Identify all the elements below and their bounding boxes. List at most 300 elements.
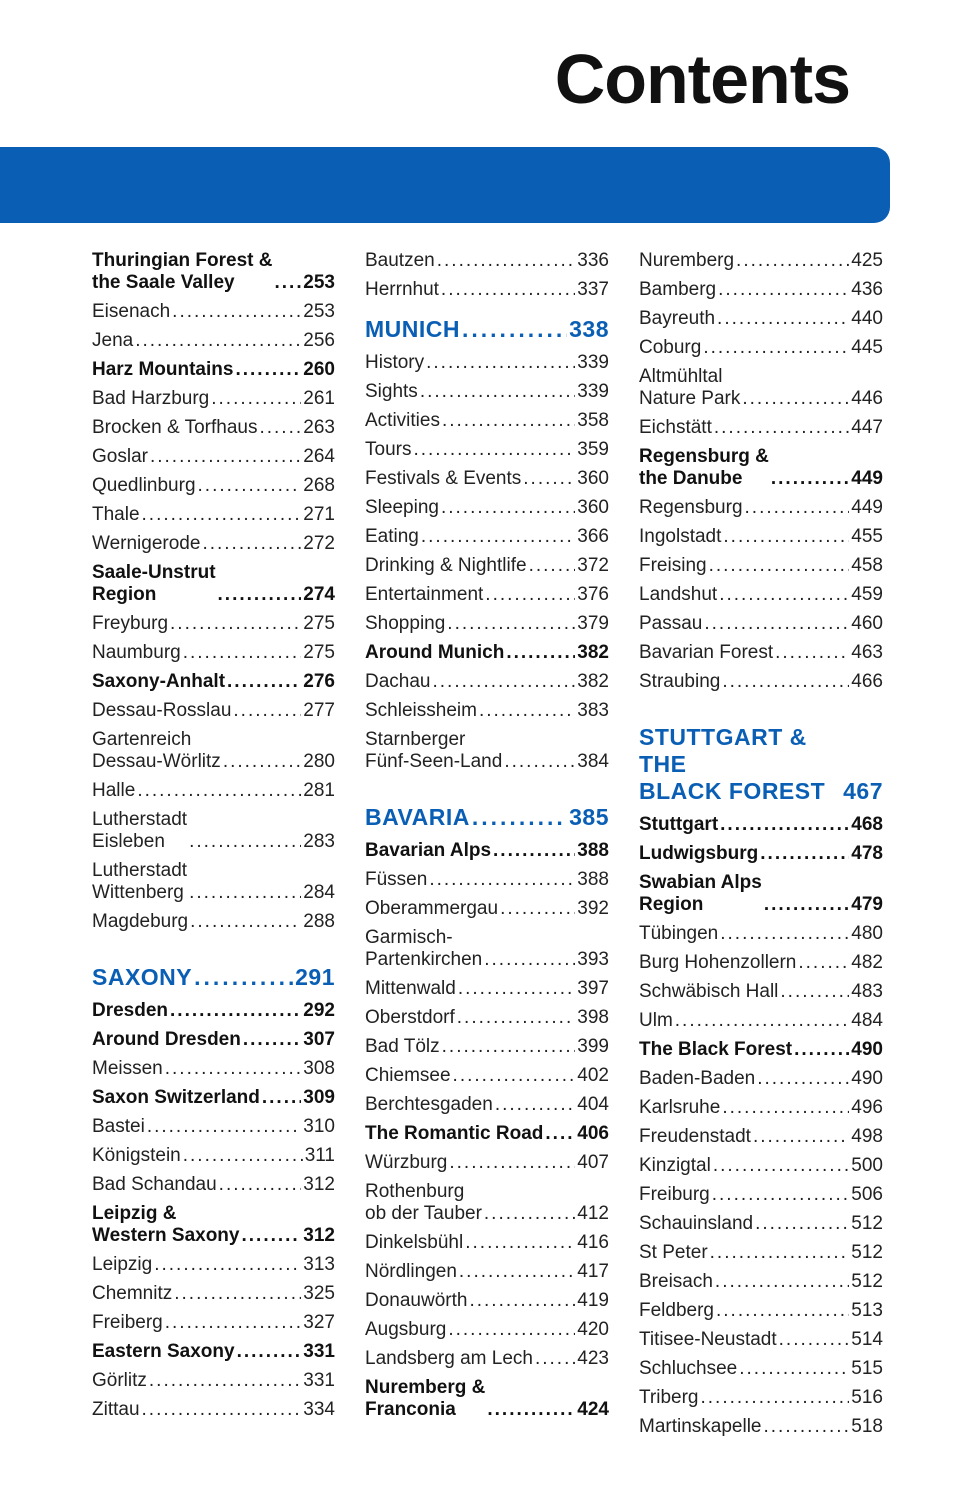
toc-entry-title: Dessau-Rosslau (92, 700, 232, 721)
toc-column-2 (365, 247, 609, 1425)
toc-entry[interactable] (639, 494, 883, 523)
toc-entry-title: SAXONY (92, 964, 193, 990)
toc-page-number: 331 (303, 1370, 335, 1391)
dot-leader (194, 964, 293, 991)
dot-leader (504, 751, 575, 773)
header-band (0, 147, 890, 223)
toc-page-number: 312 (303, 1225, 335, 1246)
toc-entry[interactable] (639, 610, 883, 639)
toc-page-number: 309 (303, 1087, 335, 1108)
toc-entry[interactable] (639, 1007, 883, 1036)
toc-section-heading[interactable] (639, 721, 883, 811)
dot-leader (441, 497, 575, 519)
toc-page-number: 440 (851, 308, 883, 329)
toc-entry-title: Dinkelsbühl (365, 1232, 464, 1253)
toc-entry[interactable] (639, 1123, 883, 1152)
toc-section-heading[interactable] (92, 961, 335, 997)
toc-entry[interactable] (92, 443, 335, 472)
toc-entry-title: Gartenreich Dessau-Wörlitz (92, 729, 221, 772)
toc-page-number: 312 (303, 1174, 335, 1195)
toc-entry[interactable] (639, 414, 883, 443)
toc-subsection-entry[interactable] (639, 869, 883, 920)
toc-entry[interactable] (365, 465, 609, 494)
toc-entry-title: Dresden (92, 1000, 169, 1021)
toc-entry[interactable] (365, 523, 609, 552)
toc-entry-title: Thale (92, 504, 140, 525)
dot-leader (165, 1058, 302, 1080)
toc-entry[interactable] (92, 1309, 335, 1338)
toc-entry-title: Donauwörth (365, 1290, 468, 1311)
toc-entry-title: Brocken & Torfhaus (92, 417, 258, 438)
toc-page-number: 292 (303, 1000, 335, 1021)
toc-entry-title: Augsburg (365, 1319, 447, 1340)
dot-leader (235, 359, 301, 381)
toc-page-number: 512 (851, 1271, 883, 1292)
toc-entry[interactable] (92, 1113, 335, 1142)
toc-entry[interactable] (92, 1367, 335, 1396)
dot-leader (719, 584, 849, 606)
toc-entry[interactable] (365, 1345, 609, 1374)
dot-leader (457, 1007, 576, 1029)
toc-entry[interactable] (365, 866, 609, 895)
dot-leader (723, 526, 849, 548)
dot-leader (437, 250, 576, 272)
toc-page-number: 483 (851, 981, 883, 1002)
toc-subsection-entry[interactable] (365, 1120, 609, 1149)
toc-entry-title: Bad Schandau (92, 1174, 217, 1195)
dot-leader (433, 671, 576, 693)
toc-entry-title: Coburg (639, 337, 702, 358)
toc-entry-title: Bamberg (639, 279, 717, 300)
toc-entry-title: The Black Forest (639, 1039, 793, 1060)
dot-leader (472, 804, 567, 831)
toc-entry[interactable] (639, 363, 883, 414)
dot-leader (198, 475, 302, 497)
toc-entry[interactable] (365, 552, 609, 581)
toc-entry[interactable] (92, 472, 335, 501)
toc-page-number: 446 (851, 388, 883, 409)
toc-entry[interactable] (639, 305, 883, 334)
toc-page-number: 455 (851, 526, 883, 547)
toc-entry[interactable] (92, 610, 335, 639)
toc-entry[interactable] (365, 1004, 609, 1033)
toc-entry[interactable] (92, 639, 335, 668)
toc-page-number: 263 (303, 417, 335, 438)
toc-page-number: 407 (577, 1152, 609, 1173)
toc-entry-title: Eating (365, 526, 419, 547)
dot-leader (189, 882, 301, 904)
dot-leader (712, 1184, 850, 1206)
toc-page-number: 260 (303, 359, 335, 380)
toc-page-number: 402 (577, 1065, 609, 1086)
toc-entry[interactable] (92, 327, 335, 356)
toc-entry[interactable] (639, 1094, 883, 1123)
toc-entry[interactable] (365, 581, 609, 610)
toc-entry[interactable] (92, 908, 335, 937)
toc-entry-title: Halle (92, 780, 136, 801)
toc-entry-title: Bautzen (365, 250, 435, 271)
toc-section-heading[interactable] (365, 313, 609, 349)
toc-page-number: 463 (851, 642, 883, 663)
dot-leader (495, 1094, 575, 1116)
dot-leader (722, 1097, 849, 1119)
toc-entry[interactable] (92, 298, 335, 327)
dot-leader (771, 468, 849, 490)
dot-leader (135, 330, 301, 352)
toc-entry-title: Meissen (92, 1058, 163, 1079)
toc-subsection-entry[interactable] (92, 247, 335, 298)
toc-entry[interactable] (365, 494, 609, 523)
toc-entry[interactable] (365, 975, 609, 1004)
toc-entry-title: Stuttgart (639, 814, 719, 835)
toc-entry-title: Berchtesgaden (365, 1094, 493, 1115)
toc-page-number: 336 (577, 250, 609, 271)
toc-entry-title: Eichstätt (639, 417, 712, 438)
toc-entry[interactable] (92, 726, 335, 777)
toc-page-number: 458 (851, 555, 883, 576)
toc-entry-title: Dachau (365, 671, 431, 692)
dot-leader (775, 642, 849, 664)
toc-page-number: 449 (851, 468, 883, 489)
dot-leader (441, 279, 575, 301)
toc-entry-title: Titisee-Neustadt (639, 1329, 777, 1350)
toc-entry[interactable] (639, 247, 883, 276)
dot-leader (736, 250, 849, 272)
dot-leader (506, 642, 575, 664)
dot-leader (137, 780, 301, 802)
dot-leader (779, 1329, 850, 1351)
toc-entry-title: Burg Hohenzollern (639, 952, 797, 973)
toc-entry[interactable] (639, 1413, 883, 1442)
dot-leader (720, 923, 849, 945)
toc-entry[interactable] (639, 1239, 883, 1268)
toc-entry[interactable] (639, 276, 883, 305)
toc-entry-title: Bastei (92, 1116, 145, 1137)
dot-leader (172, 301, 301, 323)
toc-entry-title: Karlsruhe (639, 1097, 721, 1118)
toc-entry[interactable] (365, 1316, 609, 1345)
toc-entry[interactable] (92, 1055, 335, 1084)
dot-leader (170, 613, 301, 635)
toc-entry[interactable] (639, 1355, 883, 1384)
toc-subsection-entry[interactable] (92, 1338, 335, 1367)
toc-entry-title: Lutherstadt Wittenberg (92, 860, 188, 903)
toc-entry[interactable] (639, 978, 883, 1007)
dot-leader (753, 1126, 849, 1148)
toc-entry-title: Oberammergau (365, 898, 499, 919)
toc-page-number: 253 (303, 301, 335, 322)
dot-leader (764, 1416, 850, 1438)
toc-entry[interactable] (365, 895, 609, 924)
dot-leader (459, 1261, 575, 1283)
toc-entry-title: Würzburg (365, 1152, 448, 1173)
toc-entry[interactable] (92, 501, 335, 530)
toc-subsection-entry[interactable] (639, 840, 883, 869)
toc-page-number: 412 (577, 1203, 609, 1224)
toc-entry[interactable] (365, 1287, 609, 1316)
toc-entry[interactable] (365, 276, 609, 305)
toc-entry[interactable] (639, 1210, 883, 1239)
toc-entry-title: Activities (365, 410, 440, 431)
toc-entry-title: Altmühltal Nature Park (639, 366, 741, 409)
toc-subsection-entry[interactable] (639, 443, 883, 494)
toc-page-number: 506 (851, 1184, 883, 1205)
toc-entry-title: Wernigerode (92, 533, 201, 554)
toc-entry[interactable] (365, 697, 609, 726)
toc-entry[interactable] (92, 414, 335, 443)
toc-entry[interactable] (639, 523, 883, 552)
toc-subsection-entry[interactable] (639, 811, 883, 840)
dot-leader (447, 613, 575, 635)
toc-page-number: 423 (577, 1348, 609, 1369)
toc-entry[interactable] (92, 1251, 335, 1280)
dot-leader (742, 388, 849, 410)
dot-leader (709, 555, 850, 577)
toc-entry[interactable] (365, 924, 609, 975)
dot-leader (183, 1145, 303, 1167)
dot-leader (535, 1348, 575, 1370)
dot-leader (675, 1010, 850, 1032)
toc-entry-title: Chiemsee (365, 1065, 451, 1086)
toc-page-number: 379 (577, 613, 609, 634)
dot-leader (458, 978, 575, 1000)
toc-page-number: 276 (303, 671, 335, 692)
toc-subsection-entry[interactable] (365, 837, 609, 866)
toc-entry[interactable] (639, 639, 883, 668)
dot-leader (794, 1039, 849, 1061)
dot-leader (700, 1387, 849, 1409)
toc-page-number: 416 (577, 1232, 609, 1253)
toc-entry-title: Shopping (365, 613, 446, 634)
toc-page-number: 515 (851, 1358, 883, 1379)
dot-leader (241, 1225, 301, 1247)
toc-entry[interactable] (639, 949, 883, 978)
toc-entry[interactable] (639, 552, 883, 581)
toc-entry-title: Herrnhut (365, 279, 439, 300)
toc-entry[interactable] (365, 378, 609, 407)
toc-subsection-entry[interactable] (92, 668, 335, 697)
dot-leader (717, 308, 849, 330)
toc-entry-title: Lutherstadt Eisleben (92, 809, 188, 852)
toc-entry[interactable] (92, 697, 335, 726)
toc-entry[interactable] (365, 247, 609, 276)
toc-entry-title: Chemnitz (92, 1283, 173, 1304)
toc-page-number: 291 (295, 964, 335, 990)
toc-entry[interactable] (92, 806, 335, 857)
dot-leader (413, 439, 575, 461)
toc-entry[interactable] (92, 1142, 335, 1171)
toc-page-number: 404 (577, 1094, 609, 1115)
toc-page-number: 466 (851, 671, 883, 692)
toc-page-number: 518 (851, 1416, 883, 1437)
toc-page-number: 398 (577, 1007, 609, 1028)
toc-entry[interactable] (365, 349, 609, 378)
toc-subsection-entry[interactable] (365, 639, 609, 668)
toc-page-number: 384 (577, 751, 609, 772)
toc-entry[interactable] (92, 530, 335, 559)
toc-page-number: 272 (303, 533, 335, 554)
dot-leader (227, 671, 301, 693)
toc-entry[interactable] (92, 777, 335, 806)
toc-entry[interactable] (639, 1152, 883, 1181)
toc-page-number: 338 (569, 316, 609, 342)
toc-page-number: 512 (851, 1213, 883, 1234)
toc-subsection-entry[interactable] (92, 356, 335, 385)
toc-entry-title: Around Dresden (92, 1029, 241, 1050)
toc-entry-title: Landshut (639, 584, 718, 605)
dot-leader (798, 952, 849, 974)
toc-entry[interactable] (639, 334, 883, 363)
toc-subsection-entry[interactable] (92, 1200, 335, 1251)
toc-page-number: 479 (851, 894, 883, 915)
dot-leader (720, 814, 849, 836)
toc-page-number: 264 (303, 446, 335, 467)
toc-page-number: 256 (303, 330, 335, 351)
toc-entry[interactable] (365, 1062, 609, 1091)
toc-entry-title: Bayreuth (639, 308, 716, 329)
toc-page-number: 467 (843, 778, 883, 804)
toc-entry-title: STUTTGART & THE BLACK FOREST (639, 724, 826, 804)
dot-leader (243, 1029, 301, 1051)
toc-subsection-entry[interactable] (92, 1084, 335, 1113)
toc-entry-title: Swabian Alps Region (639, 872, 762, 915)
toc-entry[interactable] (365, 1149, 609, 1178)
toc-entry-title: Saale-Unstrut Region (92, 562, 216, 605)
toc-entry-title: Eisenach (92, 301, 171, 322)
toc-entry[interactable] (365, 407, 609, 436)
toc-entry[interactable] (92, 385, 335, 414)
toc-entry[interactable] (639, 1181, 883, 1210)
dot-leader (147, 1116, 301, 1138)
toc-entry[interactable] (639, 1065, 883, 1094)
toc-entry-title: Leipzig & Western Saxony (92, 1203, 240, 1246)
toc-entry[interactable] (92, 857, 335, 908)
dot-leader (493, 840, 575, 862)
toc-page-number: 280 (303, 751, 335, 772)
toc-entry-title: Entertainment (365, 584, 484, 605)
toc-page-number: 388 (577, 869, 609, 890)
dot-leader (713, 1155, 849, 1177)
toc-entry[interactable] (365, 1258, 609, 1287)
toc-page-number: 516 (851, 1387, 883, 1408)
dot-leader (523, 468, 575, 490)
toc-entry[interactable] (365, 726, 609, 777)
toc-page-number: 392 (577, 898, 609, 919)
dot-leader (190, 911, 301, 933)
dot-leader (780, 981, 849, 1003)
toc-entry-title: Garmisch- Partenkirchen (365, 927, 483, 970)
dot-leader (485, 584, 575, 606)
toc-entry[interactable] (92, 1280, 335, 1309)
toc-entry-title: The Romantic Road (365, 1123, 544, 1144)
toc-page-number: 281 (303, 780, 335, 801)
toc-page-number: 480 (851, 923, 883, 944)
toc-page-number: 459 (851, 584, 883, 605)
toc-entry-title: Sights (365, 381, 418, 402)
dot-leader (714, 417, 849, 439)
dot-leader (710, 1242, 850, 1264)
toc-entry[interactable] (639, 1268, 883, 1297)
toc-entry[interactable] (639, 1326, 883, 1355)
toc-entry-title: Schleissheim (365, 700, 477, 721)
toc-page-number: 496 (851, 1097, 883, 1118)
dot-leader (142, 504, 302, 526)
dot-leader (529, 555, 576, 577)
toc-subsection-entry[interactable] (365, 1374, 609, 1425)
toc-page-number: 307 (303, 1029, 335, 1050)
toc-entry[interactable] (365, 1229, 609, 1258)
toc-page-number: 449 (851, 497, 883, 518)
toc-entry[interactable] (639, 581, 883, 610)
toc-section-heading[interactable] (365, 801, 609, 837)
toc-subsection-entry[interactable] (92, 997, 335, 1026)
toc-entry[interactable] (365, 1178, 609, 1229)
dot-leader (429, 869, 575, 891)
toc-page-number: 308 (303, 1058, 335, 1079)
toc-entry[interactable] (365, 610, 609, 639)
toc-subsection-entry[interactable] (92, 1026, 335, 1055)
toc-page-number: 385 (569, 804, 609, 830)
toc-subsection-entry[interactable] (92, 559, 335, 610)
dot-leader (453, 1065, 576, 1087)
toc-subsection-entry[interactable] (639, 1036, 883, 1065)
dot-leader (487, 1399, 575, 1421)
dot-leader (442, 410, 575, 432)
toc-page-number: 366 (577, 526, 609, 547)
toc-page-number: 424 (577, 1399, 609, 1420)
toc-entry-title: Saxony-Anhalt (92, 671, 226, 692)
toc-page-number: 268 (303, 475, 335, 496)
toc-page-number: 498 (851, 1126, 883, 1147)
toc-entry[interactable] (639, 920, 883, 949)
toc-entry-title: Ludwigsburg (639, 843, 759, 864)
toc-entry[interactable] (639, 1384, 883, 1413)
toc-entry[interactable] (365, 668, 609, 697)
toc-entry[interactable] (639, 668, 883, 697)
dot-leader (426, 352, 575, 374)
toc-page-number: 360 (577, 497, 609, 518)
dot-leader (715, 1271, 849, 1293)
toc-page-number: 372 (577, 555, 609, 576)
toc-page-number: 360 (577, 468, 609, 489)
toc-entry-title: Freyburg (92, 613, 169, 634)
toc-entry[interactable] (365, 436, 609, 465)
toc-entry-title: Freiberg (92, 1312, 163, 1333)
dot-leader (218, 584, 302, 606)
toc-page-number: 419 (577, 1290, 609, 1311)
dot-leader (764, 894, 849, 916)
toc-page-number: 514 (851, 1329, 883, 1350)
toc-entry[interactable] (639, 1297, 883, 1326)
toc-entry-title: Starnberger Fünf-Seen-Land (365, 729, 503, 772)
toc-entry-title: Nördlingen (365, 1261, 457, 1282)
dot-leader (262, 1087, 301, 1109)
dot-leader (174, 1283, 301, 1305)
toc-entry-title: Rothenburg ob der Tauber (365, 1181, 482, 1224)
toc-page-number: 331 (303, 1341, 335, 1362)
dot-leader (211, 388, 301, 410)
dot-leader (462, 316, 567, 343)
toc-entry[interactable] (92, 1396, 335, 1425)
dot-leader (718, 279, 849, 301)
toc-entry-title: Magdeburg (92, 911, 189, 932)
toc-entry-title: Kinzigtal (639, 1155, 711, 1176)
dot-leader (275, 272, 302, 294)
toc-entry[interactable] (365, 1033, 609, 1062)
toc-page-number: 482 (851, 952, 883, 973)
toc-entry[interactable] (92, 1171, 335, 1200)
toc-entry[interactable] (365, 1091, 609, 1120)
